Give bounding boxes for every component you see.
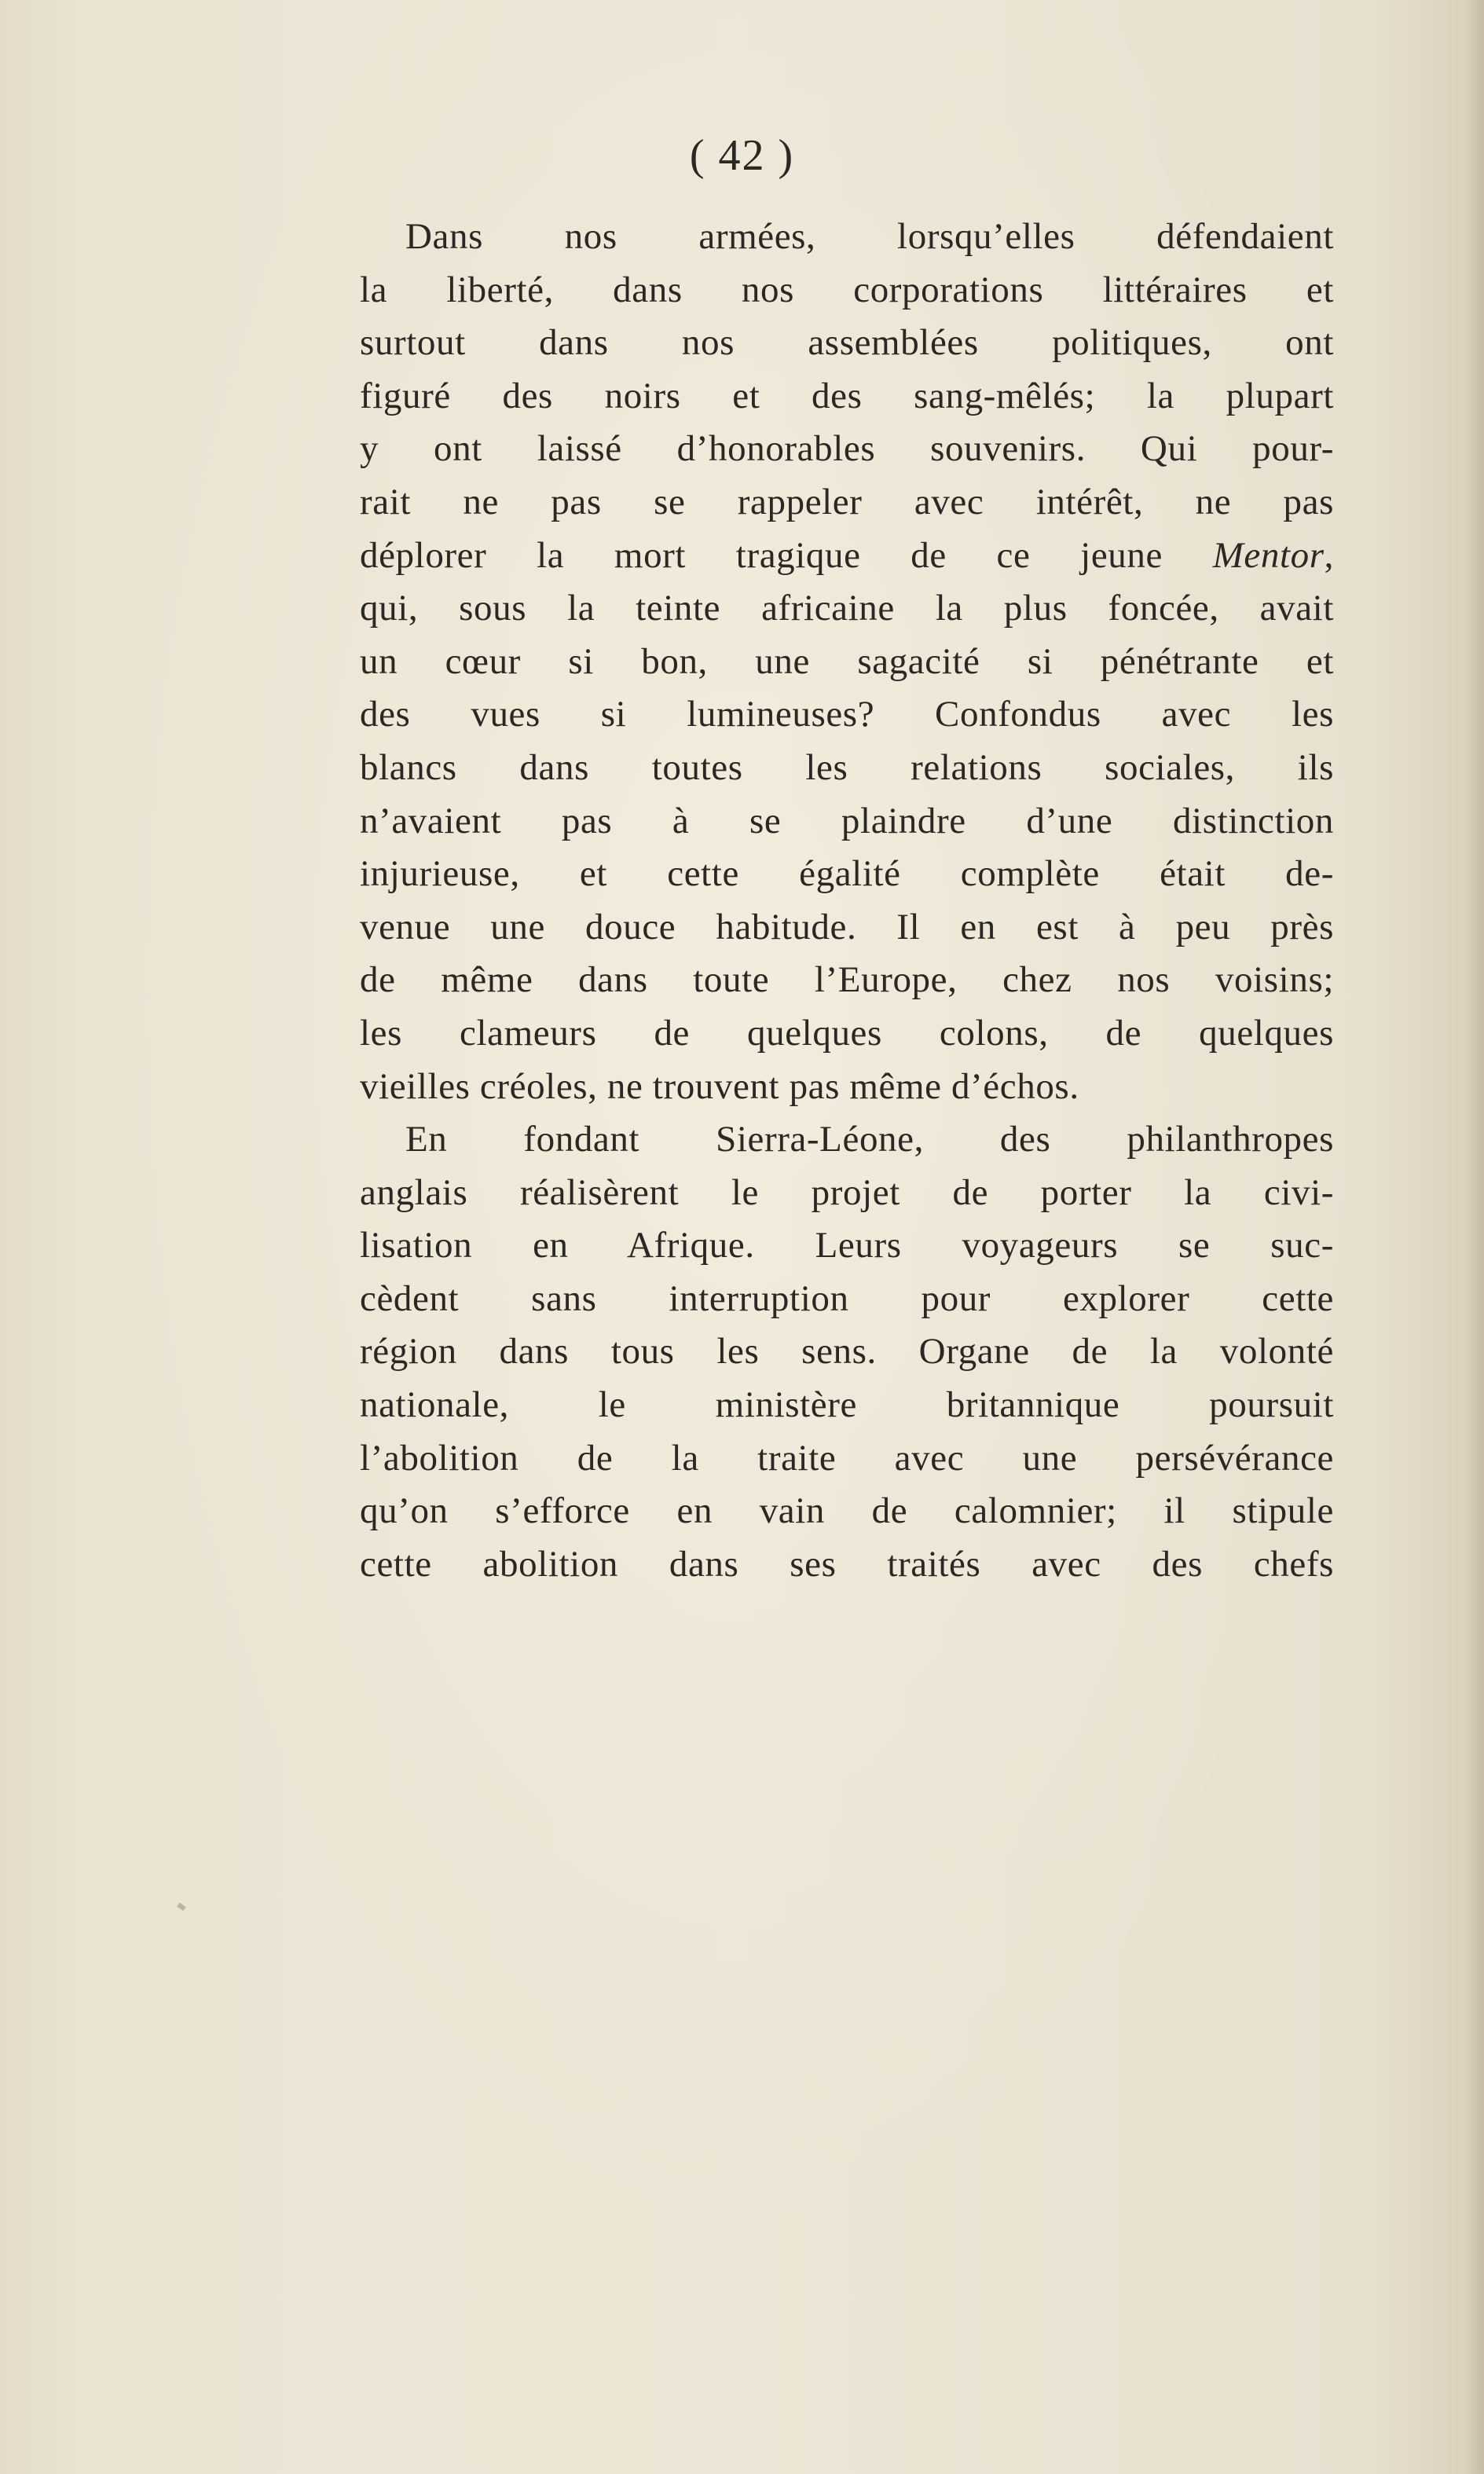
text-line: région dans tous les sens. Organe de la volonté [360, 1331, 1334, 1373]
page-edge-shadow [1465, 0, 1484, 2474]
text-line: lisation en Afrique. Leurs voyageurs se suc- [360, 1225, 1334, 1266]
paragraph-2 [360, 1113, 1334, 1591]
body-text [360, 211, 1334, 1591]
text-line: surtout dans nos assemblées politiques, ont [360, 322, 1334, 364]
text-line: anglais réalisèrent le projet de porter la civi- [360, 1171, 1334, 1213]
text-line: des vues si lumineuses? Confondus avec les [360, 694, 1334, 735]
text-line: la liberté, dans nos corporations littéraires et [360, 269, 1334, 310]
ink-smudge [177, 1903, 186, 1911]
text-line: injurieuse, et cette égalité complète était de- [360, 853, 1334, 895]
text-line: l’abolition de la traite avec une persévérance [360, 1437, 1334, 1479]
text-line: nationale, le ministère britannique poursuit [360, 1384, 1334, 1426]
text-line: les clameurs de quelques colons, de quelques [360, 1012, 1334, 1054]
text-line: déplorer la mort tragique de ce jeune Mentor, [360, 534, 1334, 576]
text-line: y ont laissé d’honorables souvenirs. Qui pour- [360, 428, 1334, 470]
text-line: de même dans toute l’Europe, chez nos voisins; [360, 959, 1334, 1001]
text-line: n’avaient pas à se plaindre d’une distinction [360, 800, 1334, 841]
text-line: cette abolition dans ses traités avec des chefs [360, 1543, 1334, 1585]
text-line: vieilles créoles, ne trouvent pas même d’échos. [360, 1065, 1079, 1107]
text-line: qu’on s’efforce en vain de calomnier; il stipule [360, 1490, 1334, 1532]
italic-name: Mentor [1212, 534, 1325, 576]
paragraph-1 [360, 211, 1334, 1113]
text-line: rait ne pas se rappeler avec intérêt, ne pas [360, 481, 1334, 522]
text-line: qui, sous la teinte africaine la plus foncée, avait [360, 588, 1334, 629]
text-line: En fondant Sierra-Léone, des philanthropes [405, 1119, 1334, 1160]
text-line: blancs dans toutes les relations sociales, ils [360, 746, 1334, 788]
text-line: Dans nos armées, lorsqu’elles défendaient [405, 216, 1334, 257]
text-line: cèdent sans interruption pour explorer cette [360, 1277, 1334, 1319]
text-line: un cœur si bon, une sagacité si pénétrante et [360, 640, 1334, 682]
page-number: ( 42 ) [689, 131, 795, 180]
text-line: venue une douce habitude. Il en est à peu près [360, 906, 1334, 947]
text-line: figuré des noirs et des sang-mêlés; la plupart [360, 375, 1334, 416]
